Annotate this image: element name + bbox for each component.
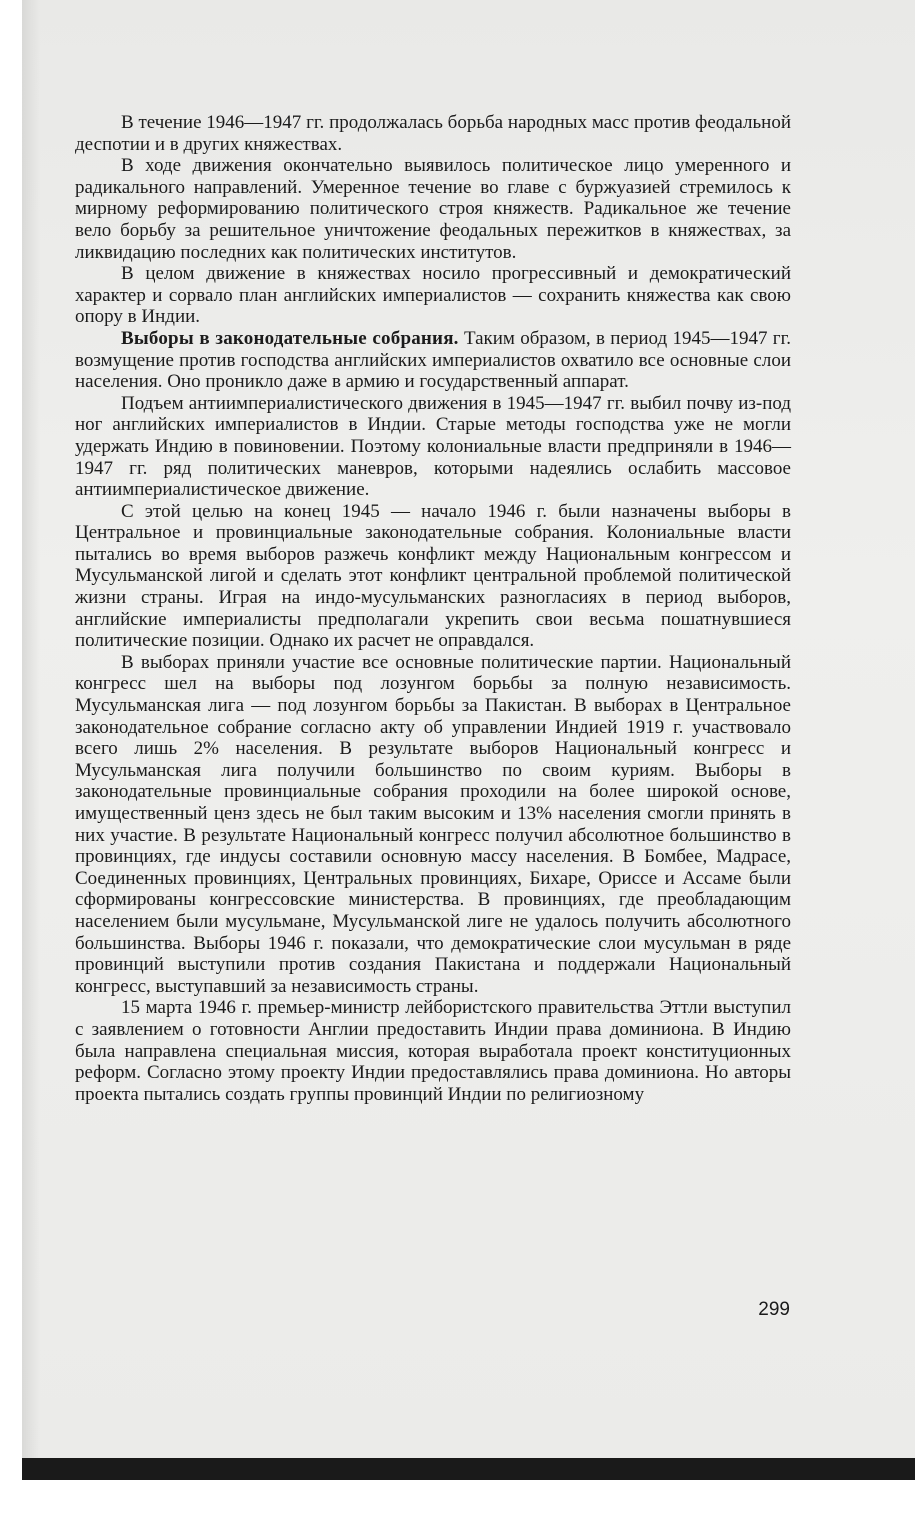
scan-edge-bar [22, 1458, 915, 1480]
section-text: Таким образом, в период 1945—1947 гг. возмущение против господства английских империалистов охватило все основные слои населения. Оно проникло даже в армию и государственный аппарат. [75, 327, 791, 393]
paragraph-6: В выборах приняли участие все основные политические партии. Национальный конгресс шел на выборы под лозунгом борьбы за полную независимость. Мусульманская лига — под лозунгом борьбы за Пакистан. В выборах в Центральное законодательное собрание согласно акту об управлении Индией 1919 г. участвовало всего лишь 2% населения. В результате выборов Национальный конгресс и Мусульманская лига получили большинство по своим куриям. Выборы в законодательные провинциальные собрания проходили на более широкой основе, имущественный ценз здесь не был таким высоким и 13% населения смогли принять в них участие. В результате Национальный конгресс получил абсолютное большинство в провинциях, где индусы составили основную массу населения. В Бомбее, Мадрасе, Соединенных провинциях, Центральных провинциях, Бихаре, Ориссе и Ассаме были сформированы конгрессовские министерства. В провинциях, где преобладающим населением были мусульмане, Мусульманской лиге не удалось получить абсолютного большинства. Выборы 1946 г. показали, что демократические слои мусульман в ряде провинций выступили против создания Пакистана и поддержали Национальный конгресс, выступавший за независимость страны. [75, 651, 791, 997]
section-paragraph [75, 328, 791, 393]
book-page [22, 0, 915, 1458]
section-heading: Выборы в законодательные собрания. [121, 327, 459, 349]
paragraph-4: Подъем антиимпериалистического движения в 1945—1947 гг. выбил почву из-под ног английских империалистов в Индии. Старые методы господства уже не могли удержать Индию в повиновении. Поэтому колониальные власти предприняли в 1946—1947 гг. ряд политических маневров, которыми надеялись ослабить массовое антиимпериалистическое движение. [75, 392, 791, 501]
paragraph-3: В целом движение в княжествах носило прогрессивный и демократический характер и сорвало план английских империалистов — сохранить княжества как свою опору в Индии. [75, 263, 791, 328]
paragraph-5: С этой целью на конец 1945 — начало 1946 г. были назначены выборы в Центральное и провинциальные законодательные собрания. Колониальные власти пытались во время выборов разжечь конфликт между Национальным конгрессом и Мусульманской лигой и сделать этот конфликт центральной проблемой политической жизни страны. Играя на индо-мусульманских разногласиях в период выборов, английские империалисты предполагали укрепить свои весьма пошатнувшиеся политические позиции. Однако их расчет не оправдался. [75, 500, 791, 652]
paragraph-1: В течение 1946—1947 гг. продолжалась борьба народных масс против феодальной деспотии и в других княжествах. [75, 112, 791, 155]
paragraph-7: 15 марта 1946 г. премьер-министр лейбористского правительства Эттли выступил с заявлением о готовности Англии предоставить Индии права доминиона. В Индию была направлена специальная миссия, которая выработала проект конституционных реформ. Согласно этому проекту Индии предоставлялись права доминиона. Но авторы проекта пытались создать группы провинций Индии по религиозному [75, 997, 791, 1105]
body-text [75, 112, 791, 1105]
page-number: 299 [758, 1299, 790, 1320]
paragraph-2: В ходе движения окончательно выявилось политическое лицо умеренного и радикального направлений. Умеренное течение во главе с буржуазией стремилось к мирному реформированию политического строя княжеств. Радикальное же течение вело борьбу за решительное уничтожение феодальных пережитков в княжествах, за ликвидацию последних как политических институтов. [75, 155, 791, 263]
